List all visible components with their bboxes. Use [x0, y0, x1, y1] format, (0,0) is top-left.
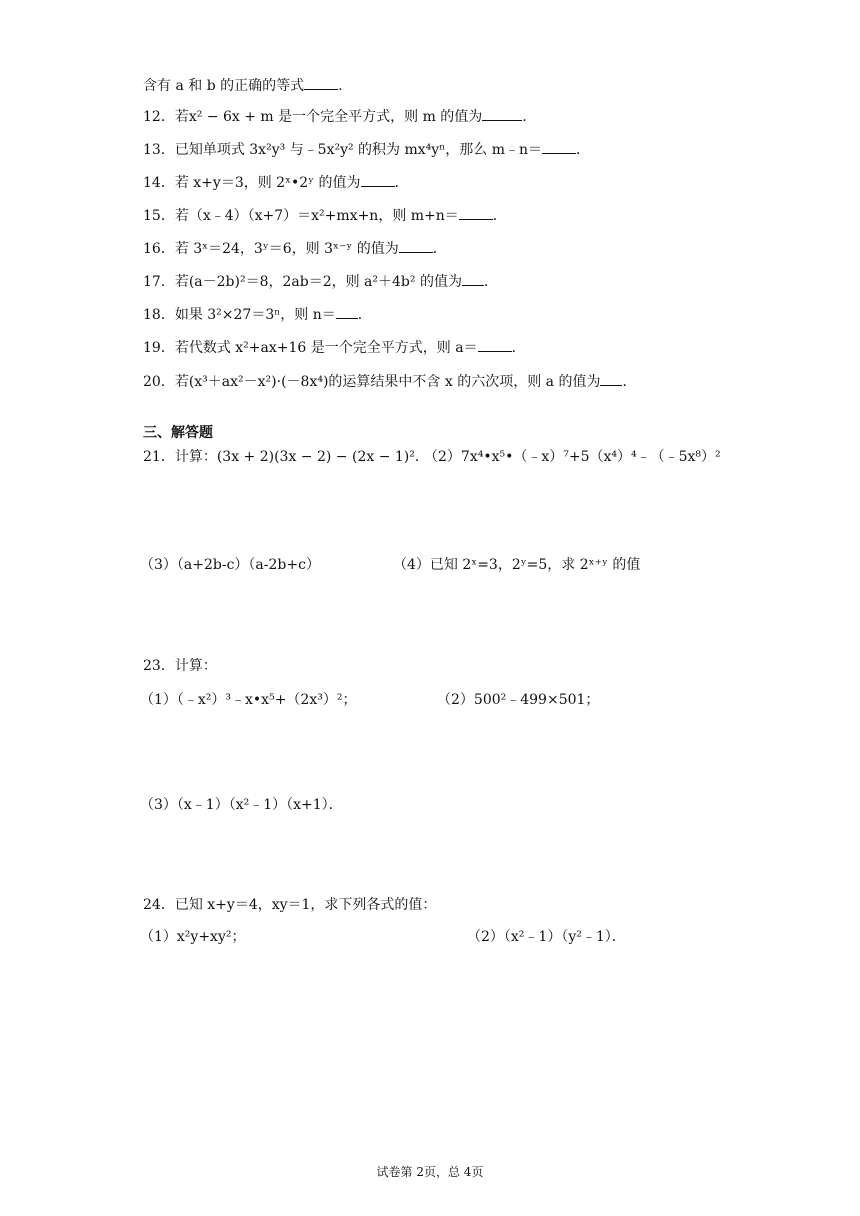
question-text: 已知单项式 3x²y³ 与﹣5x²y² 的积为 mx⁴yⁿ，那么 m﹣n＝: [174, 142, 542, 158]
question-18: 18．如果 3²×27＝3ⁿ，则 n＝ ．: [143, 307, 372, 323]
question-text: 若（x﹣4）（x+7）＝x²+mx+n，则 m+n＝: [174, 208, 459, 224]
question-13: 13．已知单项式 3x²y³ 与﹣5x²y² 的积为 mx⁴yⁿ，那么 m﹣n＝ ．: [143, 142, 590, 158]
question-text: 若代数式 x²+ax+16 是一个完全平方式，则 a＝: [174, 340, 478, 356]
question-number: 18．: [143, 307, 175, 323]
question-number: 16．: [143, 241, 175, 257]
question-number: 15．: [143, 208, 175, 224]
answer-blank: [600, 373, 622, 386]
continued-text: 含有 a 和 b 的正确的等式: [143, 78, 305, 94]
answer-blank: [482, 108, 522, 121]
question-number: 19．: [143, 340, 175, 356]
question-number: 20．: [143, 374, 175, 390]
question-21-part-2: （2）7x⁴•x⁵•（﹣x）⁷+5（x⁴）⁴﹣（﹣5x⁸）²: [424, 449, 721, 465]
question-12: 12．若x² − 6x + m 是一个完全平方式，则 m 的值为 ．: [143, 109, 537, 125]
question-text: 若(x³＋ax²－x²)·(－8x⁴)的运算结果中不含 x 的六次项，则 a 的值为: [174, 374, 601, 390]
question-number: 24．: [143, 897, 175, 913]
question-text: 若(a－2b)²＝8，2ab＝2，则 a²＋4b² 的值为: [174, 274, 462, 290]
answer-blank: [542, 141, 576, 154]
question-number: 17．: [143, 274, 175, 290]
question-number: 23．: [143, 658, 175, 674]
page-footer: 试卷第 2页，总 4页: [376, 1165, 484, 1179]
question-text: 若 x+y＝3，则 2ˣ•2ʸ 的值为: [174, 175, 361, 191]
question-21: [143, 448, 429, 466]
answer-blank: [478, 339, 512, 352]
question-21-part-4: （4）已知 2ˣ=3，2ʸ=5，求 2ˣ⁺ʸ 的值: [393, 557, 641, 573]
question-number: 12．: [143, 109, 175, 125]
question-19: 19．若代数式 x²+ax+16 是一个完全平方式，则 a＝ ．: [143, 340, 526, 356]
section-heading: 三、解答题: [143, 425, 213, 441]
question-16: 16．若 3ˣ＝24，3ʸ＝6，则 3ˣ⁻ʸ 的值为 ．: [143, 241, 447, 257]
question-14: 14．若 x+y＝3，则 2ˣ•2ʸ 的值为 ．: [143, 175, 409, 191]
question-23-part-3: （3）（x﹣1）（x²﹣1）（x+1）．: [140, 797, 343, 813]
question-23-part-2: （2）500²﹣499×501；: [437, 692, 600, 708]
question-text: 若 3ˣ＝24，3ʸ＝6，则 3ˣ⁻ʸ 的值为: [174, 241, 399, 257]
question-23-title: 计算：: [174, 658, 217, 674]
question-number: 14．: [143, 175, 175, 191]
answer-blank: [462, 273, 484, 286]
question-23-part-1: （1）（﹣x²）³﹣x•x⁵+（2x³）²；: [140, 692, 357, 708]
question-21-part-3: （3）（a+2b-c）（a-2b+c）: [140, 557, 320, 573]
question-number: 13．: [143, 142, 175, 158]
question-text: 如果 3²×27＝3ⁿ，则 n＝: [174, 307, 336, 323]
question-15: 15．若（x﹣4）（x+7）＝x²+mx+n，则 m+n＝ ．: [143, 208, 507, 224]
question-24-part-2: （2）（x²﹣1）（y²﹣1）．: [467, 929, 626, 945]
answer-blank: [399, 240, 433, 253]
question-24: [143, 896, 436, 914]
answer-blank: [336, 306, 358, 319]
question-24-title: 已知 x+y＝4，xy＝1，求下列各式的值：: [174, 897, 437, 913]
question-24-part-1: （1）x²y+xy²；: [140, 929, 246, 945]
question-text: 若x² − 6x + m 是一个完全平方式，则 m 的值为: [174, 109, 483, 125]
question-20: 20．若(x³＋ax²－x²)·(－8x⁴)的运算结果中不含 x 的六次项，则 a 的值为 ．: [143, 374, 637, 390]
question-23: [143, 657, 217, 675]
answer-blank: [304, 77, 338, 90]
answer-blank: [361, 174, 395, 187]
question-number: 21．: [143, 449, 175, 465]
question-17: 17．若(a－2b)²＝8，2ab＝2，则 a²＋4b² 的值为 ．: [143, 274, 498, 290]
continued-line: 含有 a 和 b 的正确的等式 .: [143, 78, 343, 94]
question-21-part-1: 计算：(3x + 2)(3x − 2) − (2x − 1)²．: [174, 449, 429, 465]
answer-blank: [459, 207, 493, 220]
